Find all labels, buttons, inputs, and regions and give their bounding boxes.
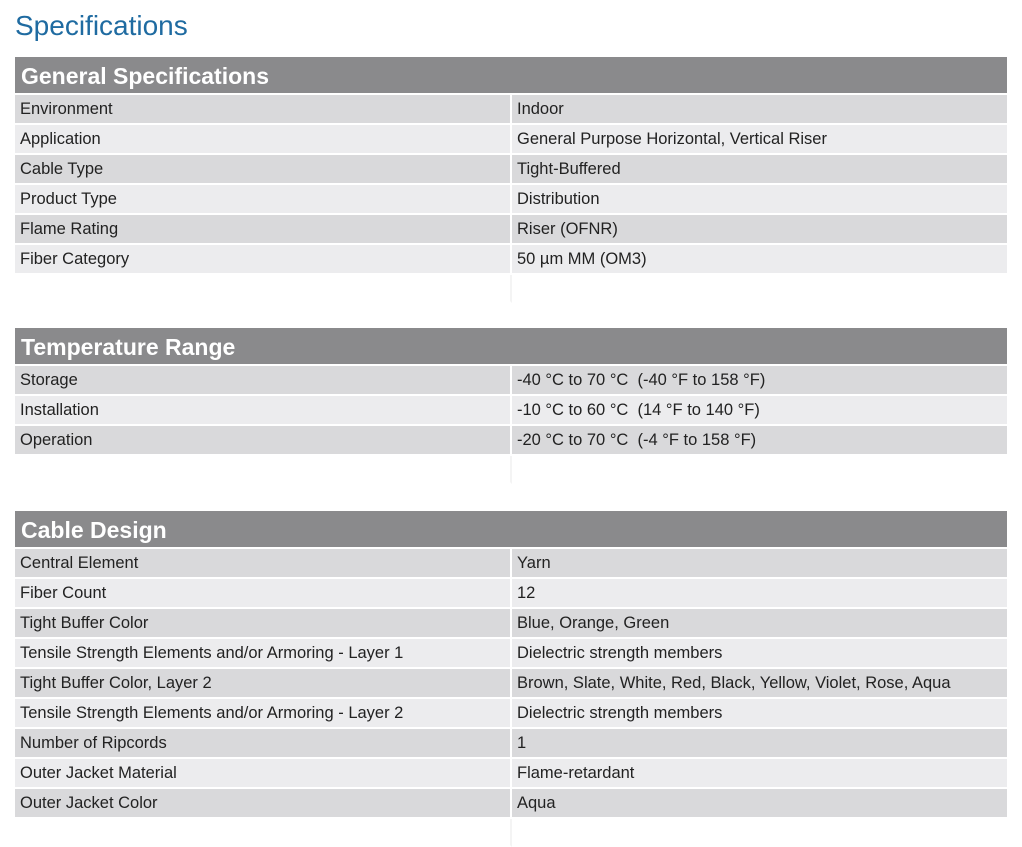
- table-row: [15, 639, 1007, 669]
- page-title: Specifications: [15, 10, 188, 41]
- spacer-row: [15, 275, 1007, 303]
- table-row: [15, 579, 1007, 609]
- spec-value: 50 µm MM (OM3): [512, 245, 1007, 275]
- spec-value: Dielectric strength members: [512, 639, 1007, 669]
- spec-value: -10 °C to 60 °C (14 °F to 140 °F): [512, 396, 1007, 426]
- spec-label: Product Type: [15, 185, 512, 215]
- spec-value: Tight-Buffered: [512, 155, 1007, 185]
- spec-label: Tight Buffer Color: [15, 609, 512, 639]
- spec-table: [15, 95, 1007, 303]
- table-row: [15, 245, 1007, 275]
- spacer-row: [15, 456, 1007, 484]
- spec-value: Indoor: [512, 95, 1007, 125]
- spacer-cell: [512, 819, 1007, 847]
- spec-label: Tensile Strength Elements and/or Armoring - Layer 1: [15, 639, 512, 669]
- spec-value: Flame-retardant: [512, 759, 1007, 789]
- table-row: [15, 396, 1007, 426]
- spec-label: Outer Jacket Color: [15, 789, 512, 819]
- spec-value: Yarn: [512, 549, 1007, 579]
- table-row: [15, 185, 1007, 215]
- spec-label: Tensile Strength Elements and/or Armoring - Layer 2: [15, 699, 512, 729]
- cable-design-section: [15, 511, 1007, 847]
- section-header: General Specifications: [15, 57, 1007, 95]
- section-header: Temperature Range: [15, 328, 1007, 366]
- spacer-cell: [512, 275, 1007, 303]
- spacer-cell: [15, 819, 512, 847]
- spec-label: Installation: [15, 396, 512, 426]
- spec-value: -20 °C to 70 °C (-4 °F to 158 °F): [512, 426, 1007, 456]
- spec-value: Aqua: [512, 789, 1007, 819]
- table-row: [15, 215, 1007, 245]
- spec-value: General Purpose Horizontal, Vertical Riser: [512, 125, 1007, 155]
- table-row: [15, 426, 1007, 456]
- spec-value: Riser (OFNR): [512, 215, 1007, 245]
- spec-label: Central Element: [15, 549, 512, 579]
- table-row: [15, 789, 1007, 819]
- spec-value: Brown, Slate, White, Red, Black, Yellow, Violet, Rose, Aqua: [512, 669, 1007, 699]
- table-row: [15, 699, 1007, 729]
- table-row: [15, 549, 1007, 579]
- table-row: [15, 155, 1007, 185]
- spacer-cell: [15, 456, 512, 484]
- spec-value: Distribution: [512, 185, 1007, 215]
- spec-label: Number of Ripcords: [15, 729, 512, 759]
- section-header: Cable Design: [15, 511, 1007, 549]
- spec-label: Storage: [15, 366, 512, 396]
- spec-label: Fiber Count: [15, 579, 512, 609]
- spec-value: 12: [512, 579, 1007, 609]
- spec-value: -40 °C to 70 °C (-40 °F to 158 °F): [512, 366, 1007, 396]
- table-row: [15, 669, 1007, 699]
- spec-label: Application: [15, 125, 512, 155]
- spec-label: Environment: [15, 95, 512, 125]
- table-row: [15, 125, 1007, 155]
- spec-label: Outer Jacket Material: [15, 759, 512, 789]
- table-row: [15, 759, 1007, 789]
- spec-table: [15, 549, 1007, 847]
- table-row: [15, 729, 1007, 759]
- table-row: [15, 95, 1007, 125]
- temperature-range-section: [15, 328, 1007, 484]
- table-row: [15, 609, 1007, 639]
- spacer-cell: [15, 275, 512, 303]
- spec-label: Cable Type: [15, 155, 512, 185]
- spec-value: 1: [512, 729, 1007, 759]
- table-row: [15, 366, 1007, 396]
- spec-table: [15, 366, 1007, 484]
- spec-label: Tight Buffer Color, Layer 2: [15, 669, 512, 699]
- spec-value: Dielectric strength members: [512, 699, 1007, 729]
- spec-value: Blue, Orange, Green: [512, 609, 1007, 639]
- spacer-row: [15, 819, 1007, 847]
- spec-label: Operation: [15, 426, 512, 456]
- spec-label: Flame Rating: [15, 215, 512, 245]
- spec-label: Fiber Category: [15, 245, 512, 275]
- general-specifications-section: [15, 57, 1007, 303]
- spacer-cell: [512, 456, 1007, 484]
